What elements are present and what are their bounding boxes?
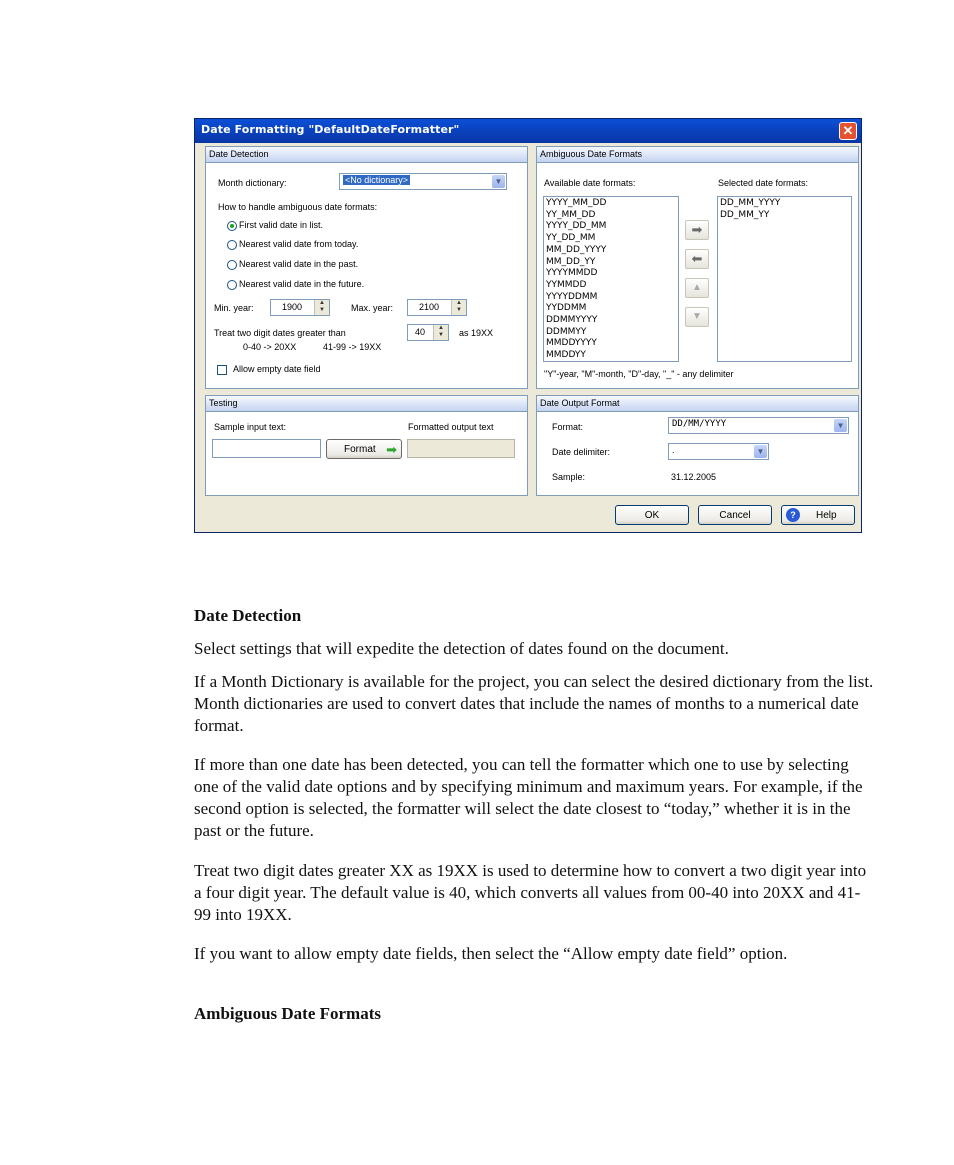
- dialog-title: Date Formatting "DefaultDateFormatter": [201, 123, 460, 136]
- ambiguous-handling-label: How to handle ambiguous date formats:: [218, 202, 378, 212]
- testing-header: Testing: [206, 396, 527, 412]
- list-item[interactable]: YYYY_DD_MM: [546, 221, 607, 232]
- ambiguous-formats-header: Ambiguous Date Formats: [537, 147, 858, 163]
- heading-ambiguous-formats: Ambiguous Date Formats: [194, 1004, 381, 1023]
- chevron-down-icon: ▼: [834, 419, 847, 432]
- range-20xx: 0-40 -> 20XX: [243, 342, 297, 352]
- two-digit-threshold-spinner[interactable]: [407, 324, 449, 341]
- max-year-value: 2100: [418, 302, 440, 312]
- format-label: Format:: [552, 422, 584, 432]
- radio-label: First valid date in list.: [239, 220, 324, 230]
- sample-value: 31.12.2005: [671, 472, 717, 482]
- list-item[interactable]: MMDDYYYY: [546, 338, 597, 349]
- sample-input-label: Sample input text:: [214, 422, 287, 432]
- date-delimiter-value: .: [672, 445, 675, 455]
- output-format-value: DD/MM/YYYY: [672, 419, 727, 429]
- list-item[interactable]: DD_MM_YYYY: [720, 198, 781, 208]
- add-arrow-icon[interactable]: ➡: [685, 220, 709, 240]
- spinner-arrows-icon[interactable]: ▲ ▼: [314, 300, 329, 315]
- paragraph-5: If you want to allow empty date fields, then select the “Allow empty date field” option.: [194, 944, 788, 963]
- output-format-header: Date Output Format: [537, 396, 858, 412]
- list-item[interactable]: YYYYDDMM: [546, 291, 598, 302]
- list-item[interactable]: YYMMDD: [546, 279, 587, 290]
- paragraph-4: Treat two digit dates greater XX as 19XX is used to determine how to convert a two digit year into a four digit year. The default value is 40, which converts all values from 00-40 into 20XX and 41-99 into 19XX.: [194, 861, 867, 924]
- format-legend: "Y"-year, "M"-month, "D"-day, "_" - any delimiter: [544, 369, 734, 379]
- radio-nearest-today[interactable]: [227, 240, 237, 250]
- date-formatting-dialog: [194, 118, 862, 533]
- treat-two-digit-label: Treat two digit dates greater than: [214, 328, 346, 338]
- list-item[interactable]: MM_DD_YY: [546, 256, 596, 267]
- min-year-value: 1900: [281, 302, 303, 312]
- list-item[interactable]: YY_DD_MM: [546, 233, 596, 244]
- help-button-label: Help: [816, 510, 837, 521]
- formatted-output-label: Formatted output text: [408, 422, 494, 432]
- sample-label: Sample:: [552, 472, 586, 482]
- help-button[interactable]: [781, 505, 855, 525]
- title-bar[interactable]: [195, 119, 861, 143]
- close-button[interactable]: ✕: [839, 122, 857, 140]
- date-detection-header: Date Detection: [206, 147, 527, 163]
- list-item[interactable]: YYYY_MM_DD: [546, 198, 607, 208]
- list-item[interactable]: MMDDYY: [546, 350, 586, 361]
- sample-input-field[interactable]: [212, 439, 321, 458]
- list-item[interactable]: DDMMYY: [546, 326, 587, 337]
- list-item[interactable]: YYDDMM: [546, 303, 587, 314]
- allow-empty-label: Allow empty date field: [233, 364, 321, 374]
- format-button-label: Format: [344, 444, 376, 455]
- list-item[interactable]: DDMMYYYY: [546, 315, 598, 326]
- radio-label: Nearest valid date in the future.: [239, 279, 365, 289]
- list-item[interactable]: MM_DD_YYYY: [546, 244, 607, 255]
- selected-formats-label: Selected date formats:: [718, 178, 809, 188]
- chevron-down-icon: ▼: [492, 175, 505, 188]
- max-year-spinner[interactable]: [407, 299, 467, 316]
- list-item[interactable]: YYYYMMDD: [546, 268, 598, 279]
- radio-nearest-future[interactable]: [227, 280, 237, 290]
- threshold-value: 40: [414, 327, 425, 337]
- available-formats-list[interactable]: [543, 196, 679, 362]
- paragraph-1: Select settings that will expedite the detection of dates found on the document.: [194, 639, 729, 658]
- month-dictionary-select[interactable]: [339, 173, 507, 190]
- selected-formats-list[interactable]: [717, 196, 852, 362]
- paragraph-3: If more than one date has been detected, you can tell the formatter which one to use by selecting one of the valid date options and by specifying minimum and maximum years. For example, if the second option is selected, the formatter will select the date closest to “today,” whether it is in the past or the future.: [194, 755, 863, 840]
- heading-date-detection: Date Detection: [194, 606, 302, 625]
- spinner-arrows-icon[interactable]: ▲ ▼: [433, 325, 448, 340]
- list-item[interactable]: DD_MM_YY: [720, 209, 770, 220]
- min-year-spinner[interactable]: [270, 299, 330, 316]
- arrow-right-icon: ➡: [386, 442, 397, 457]
- ok-button[interactable]: OK: [615, 505, 689, 525]
- move-down-icon[interactable]: ▼: [685, 307, 709, 327]
- cancel-button[interactable]: Cancel: [698, 505, 772, 525]
- formatted-output-field: [407, 439, 515, 458]
- testing-panel: [205, 395, 528, 496]
- radio-label: Nearest valid date from today.: [239, 239, 359, 249]
- ambiguous-formats-panel: [536, 146, 859, 389]
- date-detection-panel: [205, 146, 528, 389]
- radio-label: Nearest valid date in the past.: [239, 259, 359, 269]
- allow-empty-checkbox[interactable]: [217, 365, 227, 375]
- paragraph-2: If a Month Dictionary is available for the project, you can select the desired dictionary from the list. Month dictionaries are used to convert dates that include the names of months to a numerical date format.: [194, 672, 874, 735]
- list-item[interactable]: YY_MM_DD: [546, 209, 596, 220]
- month-dictionary-label: Month dictionary:: [218, 178, 287, 188]
- radio-nearest-past[interactable]: [227, 260, 237, 270]
- threshold-suffix: as 19XX: [459, 328, 494, 338]
- min-year-label: Min. year:: [214, 303, 254, 313]
- remove-arrow-icon[interactable]: ⬅: [685, 249, 709, 269]
- date-delimiter-label: Date delimiter:: [552, 447, 611, 457]
- month-dictionary-value: <No dictionary>: [345, 175, 409, 185]
- available-formats-label: Available date formats:: [544, 178, 636, 188]
- format-button[interactable]: [326, 439, 402, 459]
- move-up-icon[interactable]: ▲: [685, 278, 709, 298]
- date-delimiter-select[interactable]: [668, 443, 769, 460]
- radio-first-valid[interactable]: [227, 221, 237, 231]
- output-format-select[interactable]: [668, 417, 849, 434]
- help-icon: ?: [786, 508, 800, 522]
- chevron-down-icon: ▼: [754, 445, 767, 458]
- output-format-panel: [536, 395, 859, 496]
- range-19xx: 41-99 -> 19XX: [323, 342, 382, 352]
- spinner-arrows-icon[interactable]: ▲ ▼: [451, 300, 466, 315]
- max-year-label: Max. year:: [351, 303, 394, 313]
